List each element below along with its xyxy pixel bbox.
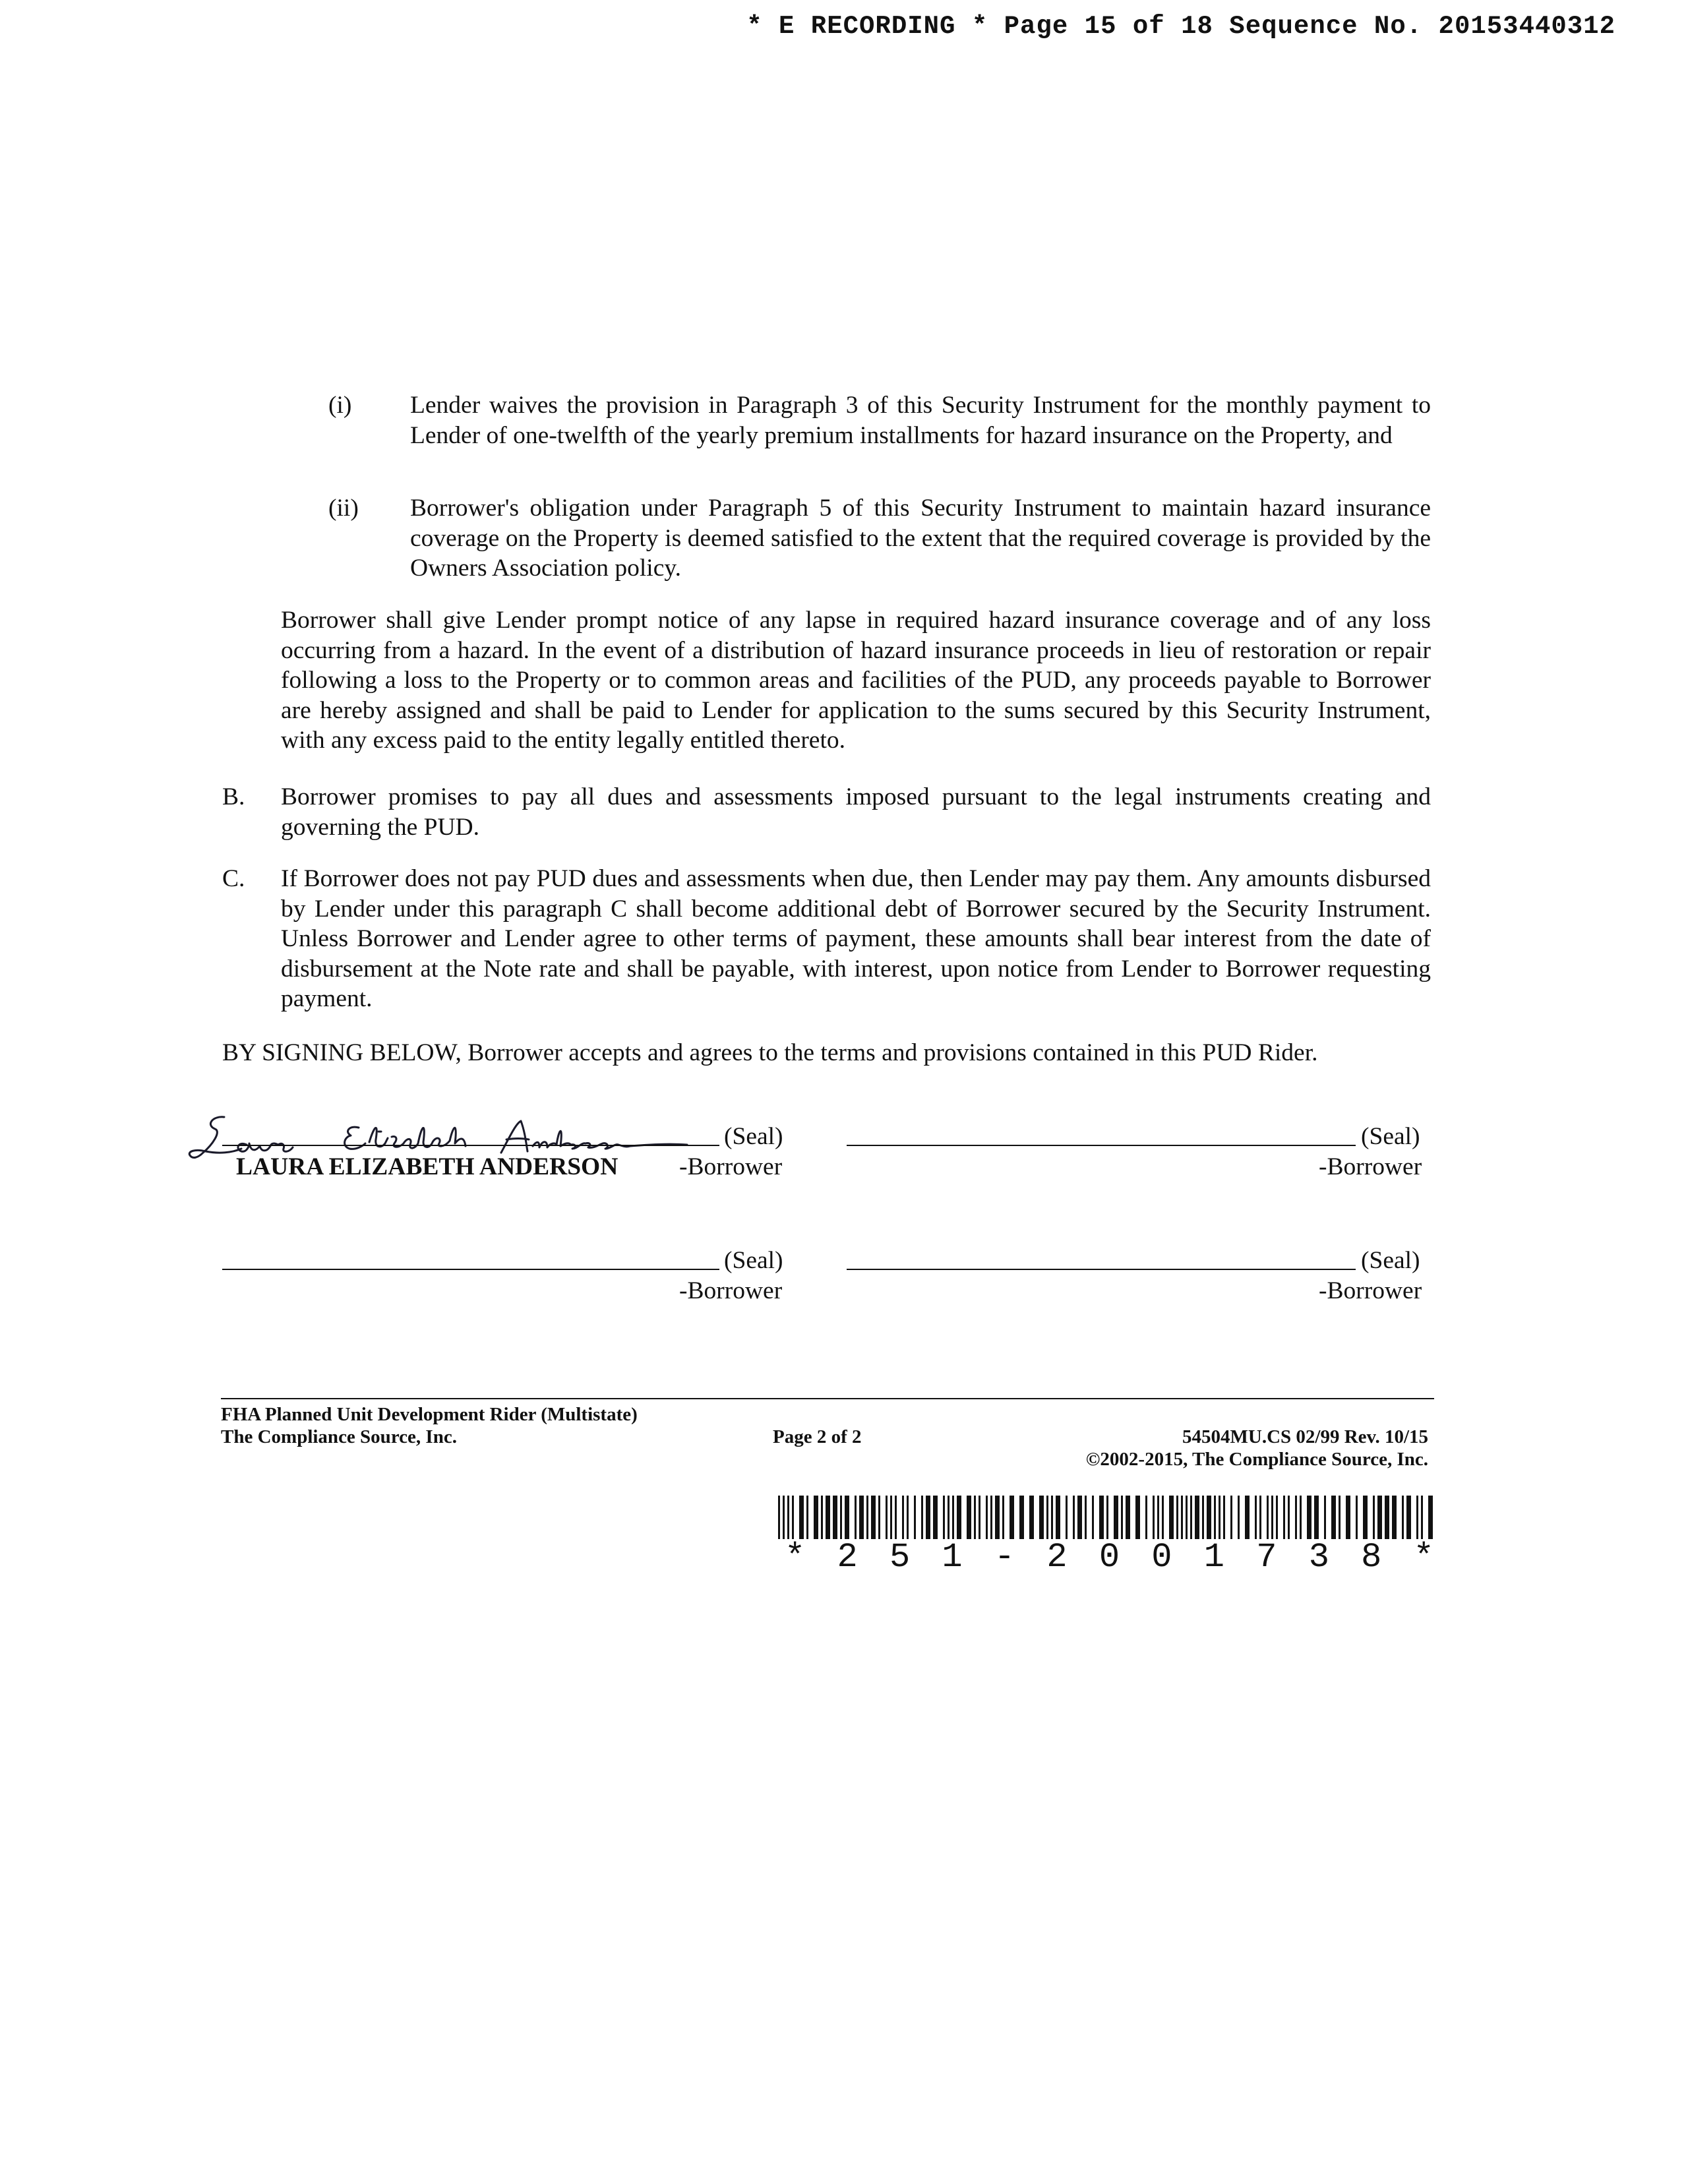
barcode-bar — [792, 1496, 794, 1539]
barcode-bar — [1114, 1496, 1118, 1539]
barcode-bar — [1186, 1496, 1188, 1539]
barcode-bar — [1181, 1496, 1183, 1539]
barcode-bar — [799, 1496, 804, 1539]
barcode-bar — [1428, 1496, 1433, 1539]
barcode-char: 5 — [889, 1538, 911, 1577]
barcode-number — [785, 1538, 1434, 1577]
barcode-bar — [1077, 1496, 1082, 1539]
barcode-bar — [1238, 1496, 1240, 1539]
barcode-bar — [1283, 1496, 1285, 1539]
barcode-bar — [986, 1496, 988, 1539]
signature-line-4 — [847, 1269, 1356, 1270]
seal-label-3: (Seal) — [724, 1247, 783, 1274]
barcode-bar — [1385, 1496, 1389, 1539]
barcode-bar — [921, 1496, 923, 1539]
footer-rule — [221, 1398, 1434, 1399]
borrower-name: LAURA ELIZABETH ANDERSON — [236, 1153, 618, 1180]
barcode-bar — [1373, 1496, 1375, 1539]
borrower-role-3: -Borrower — [679, 1277, 783, 1304]
seal-label-4: (Seal) — [1361, 1247, 1420, 1274]
barcode-bar — [967, 1496, 971, 1539]
barcode-bar — [1202, 1496, 1204, 1539]
barcode-bar — [833, 1496, 837, 1539]
borrower-role-1: -Borrower — [679, 1153, 783, 1180]
barcode-bar — [1219, 1496, 1221, 1539]
barcode-bar — [821, 1496, 823, 1539]
barcode-bar — [886, 1496, 888, 1539]
barcode-bar — [814, 1496, 818, 1539]
barcode-bar — [979, 1496, 980, 1539]
item-ii-marker: (ii) — [328, 495, 359, 522]
barcode-bar — [1019, 1496, 1024, 1539]
barcode-bar — [890, 1496, 892, 1539]
barcode-char: 8 — [1361, 1538, 1382, 1577]
barcode-bar — [1259, 1496, 1261, 1539]
seal-label-2: (Seal) — [1361, 1123, 1420, 1150]
barcode-bar — [845, 1496, 849, 1539]
barcode-bar — [943, 1496, 945, 1539]
footer-copyright: ©2002-2015, The Compliance Source, Inc. — [1085, 1449, 1428, 1470]
barcode-bar — [1010, 1496, 1014, 1539]
barcode-bar — [1416, 1496, 1418, 1539]
signature-line-3 — [222, 1269, 719, 1270]
barcode-bar — [1245, 1496, 1250, 1539]
barcode-bar — [914, 1496, 916, 1539]
barcode-char: * — [1413, 1538, 1434, 1577]
signature-line-2 — [847, 1145, 1356, 1146]
barcode-bar — [1099, 1496, 1104, 1539]
agreement-statement: BY SIGNING BELOW, Borrower accepts and agrees to the terms and provisions contained in this PUD Rider. — [222, 1039, 1318, 1066]
barcode-char: 2 — [837, 1538, 858, 1577]
barcode-bar — [907, 1496, 909, 1539]
barcode-bar — [1421, 1496, 1423, 1539]
barcode-char: 0 — [1151, 1538, 1172, 1577]
notice-paragraph: Borrower shall give Lender prompt notice of any lapse in required hazard insurance coverage and of any loss occurring from a hazard. In the event of a distribution of hazard insurance proceeds in lieu of restoration or repair following a loss to the Property or to common areas and facilities of the PUD, any proceeds payable to Borrower are hereby assigned and shall be paid to Lender for application to the sums secured by this Security Instrument, with any excess paid to the entity legally entitled thereto. — [281, 607, 1431, 754]
barcode-bar — [1267, 1496, 1269, 1539]
barcode-bar — [1295, 1496, 1297, 1539]
barcode-bar — [1392, 1496, 1397, 1539]
barcode-bar — [1190, 1496, 1192, 1539]
barcode-bar — [1085, 1496, 1087, 1539]
barcode-bar — [1276, 1496, 1278, 1539]
footer-form-title: FHA Planned Unit Development Rider (Multistate) — [221, 1404, 638, 1425]
barcode-bar — [1126, 1496, 1130, 1539]
barcode-char: 3 — [1308, 1538, 1329, 1577]
recording-header: * E RECORDING * Page 15 of 18 Sequence No. 20153440312 — [746, 12, 1615, 41]
footer-page-number: Page 2 of 2 — [773, 1426, 862, 1447]
barcode-bar — [1066, 1496, 1068, 1539]
item-i-marker: (i) — [328, 392, 352, 419]
barcode-char: 7 — [1256, 1538, 1277, 1577]
barcode-char: * — [785, 1538, 806, 1577]
section-c-text: If Borrower does not pay PUD dues and assessments when due, then Lender may pay them. Any amounts disbursed by Lender under this paragraph C shall become additional debt of Borrower secured by the Security Instrument. Unless Borrower and Lender agree to other terms of payment, these amounts shall bear interest from the date of disbursement at the Note rate and shall be payable, with interest, upon notice from Lender to Borrower requesting payment. — [281, 865, 1431, 1012]
borrower-role-4: -Borrower — [1319, 1277, 1422, 1304]
barcode-image — [777, 1496, 1436, 1539]
barcode-bar — [871, 1496, 876, 1539]
barcode-bar — [1307, 1496, 1311, 1539]
barcode-bar — [952, 1496, 954, 1539]
barcode-bar — [902, 1496, 904, 1539]
barcode-bar — [1162, 1496, 1164, 1539]
barcode-bar — [1324, 1496, 1326, 1539]
barcode-bar — [1039, 1496, 1044, 1539]
barcode-bar — [1207, 1496, 1211, 1539]
item-ii-text: Borrower's obligation under Paragraph 5 of this Security Instrument to maintain hazard insurance coverage on the Property is deemed satisfied to the extent that the required coverage is provided by the Owners Association policy. — [410, 495, 1431, 582]
barcode-bar — [866, 1496, 868, 1539]
barcode-bar — [933, 1496, 938, 1539]
barcode-bar — [1195, 1496, 1199, 1539]
barcode-bar — [826, 1496, 830, 1539]
footer-form-number: 54504MU.CS 02/99 Rev. 10/15 — [1182, 1426, 1428, 1447]
barcode-bar — [1121, 1496, 1123, 1539]
barcode-char: - — [994, 1538, 1015, 1577]
barcode-bar — [1176, 1496, 1178, 1539]
barcode-bar — [1056, 1496, 1060, 1539]
barcode-bar — [1356, 1496, 1358, 1539]
barcode-bar — [1339, 1496, 1341, 1539]
barcode-bar — [1145, 1496, 1147, 1539]
barcode-char: 0 — [1099, 1538, 1120, 1577]
barcode-bar — [895, 1496, 897, 1539]
barcode-bar — [1157, 1496, 1159, 1539]
section-c-marker: C. — [222, 865, 245, 892]
barcode-bar — [1288, 1496, 1290, 1539]
barcode-bar — [855, 1496, 857, 1539]
barcode-bar — [995, 1496, 1000, 1539]
barcode-bar — [1331, 1496, 1336, 1539]
barcode-bar — [1223, 1496, 1225, 1539]
item-i-text: Lender waives the provision in Paragraph 3 of this Security Instrument for the monthly payment to Lender of one-twelfth of the yearly premium installments for hazard insurance on the Property, and — [410, 392, 1431, 449]
barcode-bar — [1214, 1496, 1216, 1539]
barcode-bar — [1051, 1496, 1053, 1539]
barcode-bar — [974, 1496, 976, 1539]
barcode-char: 1 — [942, 1538, 963, 1577]
barcode-bar — [957, 1496, 961, 1539]
barcode-bar — [787, 1496, 789, 1539]
barcode-char: 2 — [1046, 1538, 1068, 1577]
barcode-bar — [1377, 1496, 1382, 1539]
barcode-bar — [1271, 1496, 1273, 1539]
barcode-bar — [1346, 1496, 1350, 1539]
barcode-bar — [778, 1496, 780, 1539]
barcode-bar — [859, 1496, 864, 1539]
footer-company: The Compliance Source, Inc. — [221, 1426, 457, 1447]
barcode-bar — [1029, 1496, 1034, 1539]
barcode-bar — [990, 1496, 992, 1539]
barcode-bar — [878, 1496, 880, 1539]
barcode-bar — [840, 1496, 842, 1539]
borrower-role-2: -Borrower — [1319, 1153, 1422, 1180]
barcode-bar — [806, 1496, 808, 1539]
section-b-text: Borrower promises to pay all dues and assessments imposed pursuant to the legal instruments creating and governing the PUD. — [281, 783, 1431, 841]
barcode-bar — [783, 1496, 785, 1539]
seal-label-1: (Seal) — [724, 1123, 783, 1150]
barcode-bar — [1255, 1496, 1257, 1539]
barcode-bar — [1135, 1496, 1140, 1539]
barcode-bar — [1169, 1496, 1174, 1539]
barcode-bar — [1300, 1496, 1302, 1539]
section-b-marker: B. — [222, 783, 245, 810]
barcode-char: 1 — [1203, 1538, 1224, 1577]
signature-line-1 — [222, 1145, 719, 1146]
barcode-bar — [948, 1496, 950, 1539]
barcode-bar — [1402, 1496, 1404, 1539]
barcode-bar — [1092, 1496, 1094, 1539]
barcode-bar — [1002, 1496, 1004, 1539]
barcode-bar — [926, 1496, 930, 1539]
barcode-bar — [1046, 1496, 1048, 1539]
barcode-bar — [1106, 1496, 1108, 1539]
barcode-bar — [1363, 1496, 1368, 1539]
barcode-bar — [1406, 1496, 1411, 1539]
barcode-bar — [1073, 1496, 1075, 1539]
barcode-bar — [1230, 1496, 1232, 1539]
barcode-bar — [1153, 1496, 1155, 1539]
barcode-bar — [1314, 1496, 1319, 1539]
